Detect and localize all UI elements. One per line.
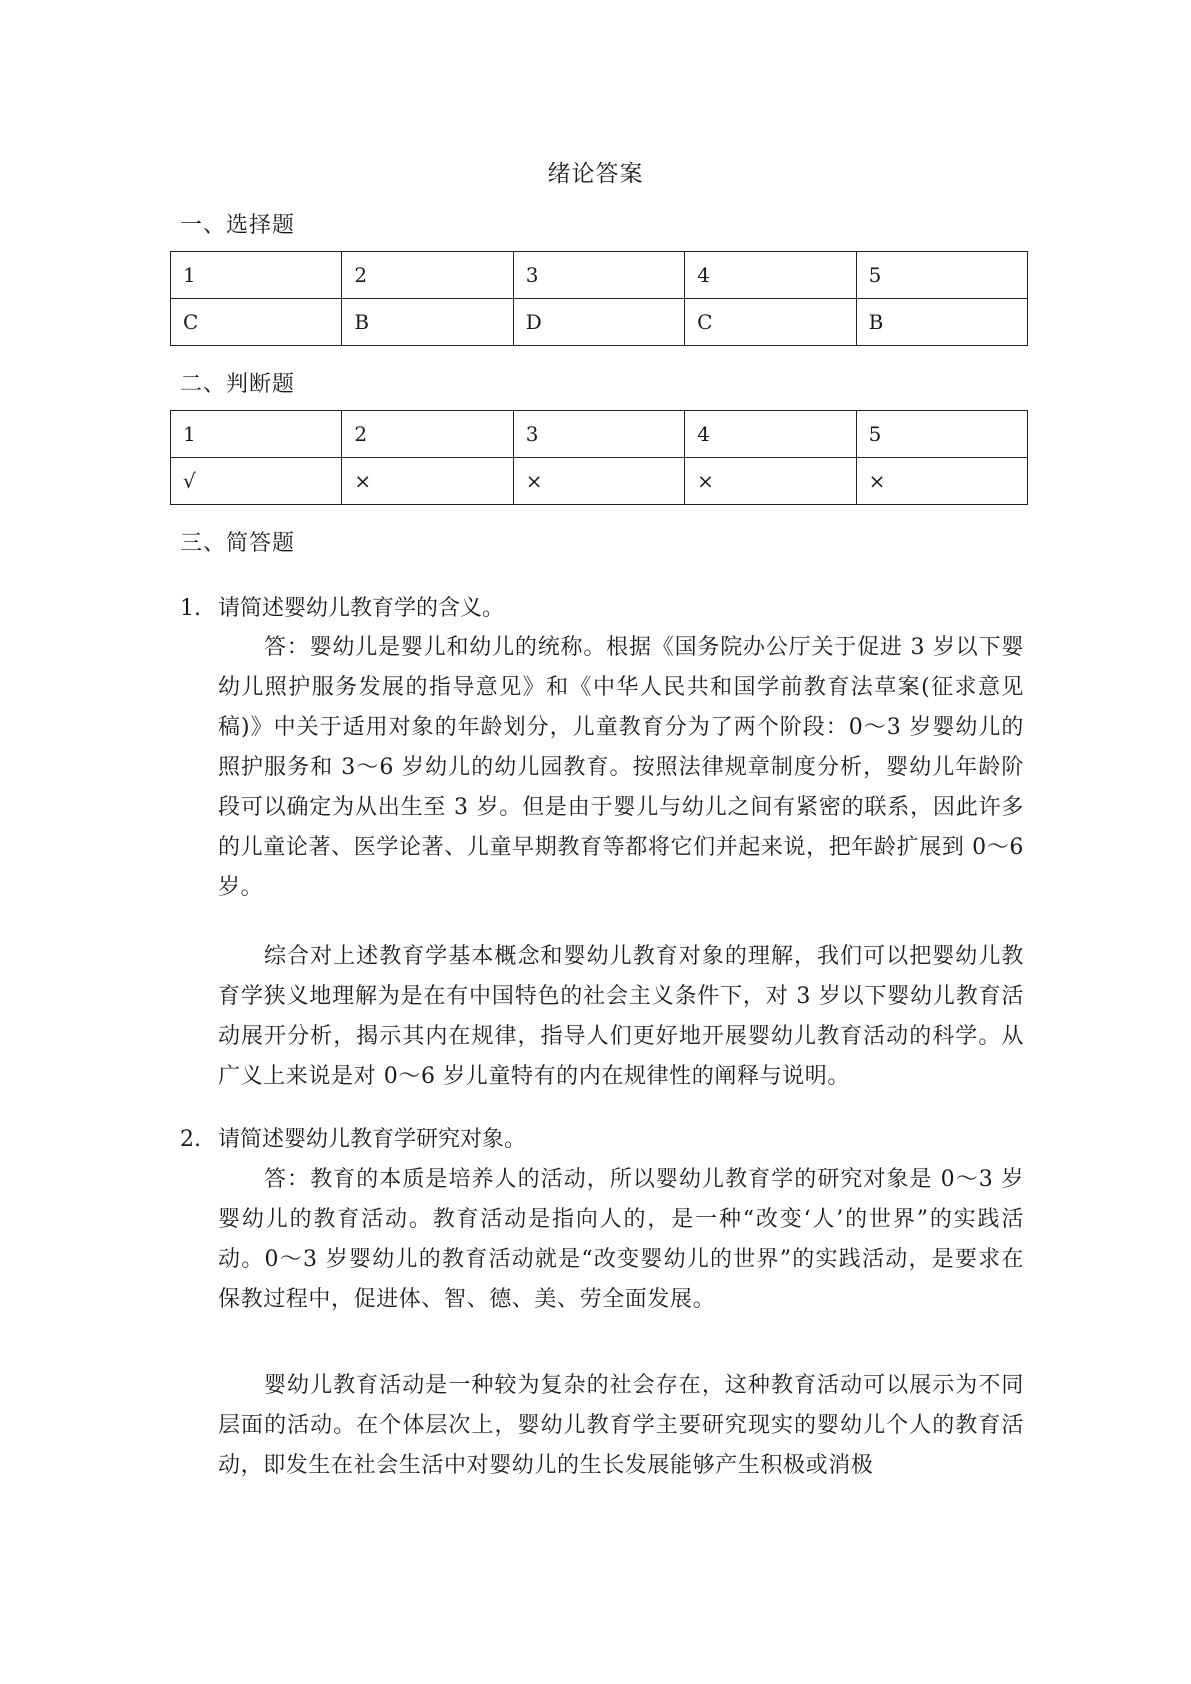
table-cell: B bbox=[856, 299, 1027, 346]
answer-paragraph: 答：教育的本质是培养人的活动，所以婴幼儿教育学的研究对象是 0～3 岁婴幼儿的教育活动。教育活动是指向人的，是一种“改变‘人’的世界”的实践活动。0～3 岁婴幼儿的教育活动就是“改变婴幼儿的世界”的实践活动，是要求在保教过程中，促进体、智、德、美、劳全面发展。 bbox=[218, 1167, 1024, 1312]
table-cell: 5 bbox=[856, 252, 1027, 299]
table-cell: C bbox=[685, 299, 856, 346]
choice-answer-table bbox=[170, 251, 1028, 346]
section-heading-choice: 一、选择题 bbox=[180, 213, 296, 238]
question-2 bbox=[180, 1120, 526, 1160]
answer-paragraph: 答：婴幼儿是婴儿和幼儿的统称。根据《国务院办公厅关于促进 3 岁以下婴幼儿照护服务发展的指导意见》和《中华人民共和国学前教育法草案(征求意见稿)》中关于适用对象的年龄划分，儿童教育分为了两个阶段：0～3 岁婴幼儿的照护服务和 3～6 岁幼儿的幼儿园教育。按照法律规章制度分析，婴幼儿年龄阶段可以确定为从出生至 3 岁。但是由于婴儿与幼儿之间有紧密的联系，因此许多的儿童论著、医学论著、儿童早期教育等都将它们并起来说，把年龄扩展到 0～6 岁。 bbox=[218, 635, 1024, 900]
section-heading-short-answer: 三、简答题 bbox=[180, 531, 296, 556]
table-cell: 3 bbox=[513, 411, 684, 458]
table-row-answers bbox=[171, 299, 1028, 346]
table-cell: 3 bbox=[513, 252, 684, 299]
question-number: 1. bbox=[180, 596, 201, 621]
table-cell: D bbox=[513, 299, 684, 346]
table-row-answers bbox=[171, 458, 1028, 505]
table-cell: × bbox=[513, 458, 684, 505]
table-row-question-numbers bbox=[171, 252, 1028, 299]
section-heading-judgement: 二、判断题 bbox=[180, 372, 296, 397]
table-cell: 5 bbox=[856, 411, 1027, 458]
question-text: 请简述婴幼儿教育学研究对象。 bbox=[218, 1127, 527, 1152]
table-row-question-numbers bbox=[171, 411, 1028, 458]
table-cell: 1 bbox=[171, 252, 342, 299]
table-cell: × bbox=[685, 458, 856, 505]
answer-paragraph: 婴幼儿教育活动是一种较为复杂的社会存在，这种教育活动可以展示为不同层面的活动。在个体层次上，婴幼儿教育学主要研究现实的婴幼儿个人的教育活动，即发生在社会生活中对婴幼儿的生长发展能够产生积极或消极 bbox=[218, 1373, 1024, 1478]
answer-paragraph: 综合对上述教育学基本概念和婴幼儿教育对象的理解，我们可以把婴幼儿教育学狭义地理解为是在有中国特色的社会主义条件下，对 3 岁以下婴幼儿教育活动展开分析，揭示其内在规律，指导人们更好地开展婴幼儿教育活动的科学。从广义上来说是对 0～6 岁儿童特有的内在规律性的阐释与说明。 bbox=[218, 944, 1024, 1089]
table-cell: 2 bbox=[342, 411, 513, 458]
question-1 bbox=[180, 589, 504, 629]
table-cell: 1 bbox=[171, 411, 342, 458]
table-cell: B bbox=[342, 299, 513, 346]
judgement-answer-table bbox=[170, 410, 1028, 505]
table-cell: 4 bbox=[685, 411, 856, 458]
table-cell: √ bbox=[171, 458, 342, 505]
table-cell: 4 bbox=[685, 252, 856, 299]
page-title: 绪论答案 bbox=[547, 161, 644, 187]
table-cell: × bbox=[342, 458, 513, 505]
question-number: 2. bbox=[180, 1127, 201, 1152]
table-cell: × bbox=[856, 458, 1027, 505]
table-cell: C bbox=[171, 299, 342, 346]
question-text: 请简述婴幼儿教育学的含义。 bbox=[218, 596, 505, 621]
table-cell: 2 bbox=[342, 252, 513, 299]
